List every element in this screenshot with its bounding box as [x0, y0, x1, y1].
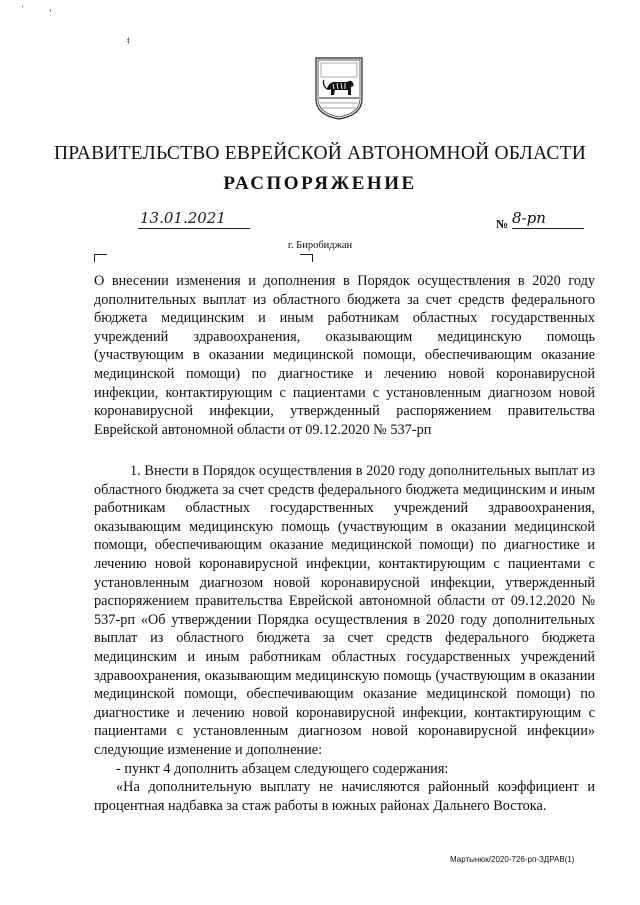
scan-mark: ʼ: [49, 8, 52, 17]
number-label: №: [496, 217, 509, 231]
scan-mark: ǂ: [127, 36, 130, 47]
file-reference: Мартынюк/2020-726-рп-ЗДРАВ(1): [450, 855, 575, 864]
corner-bracket-right: [300, 254, 313, 262]
document-body: [94, 462, 595, 815]
corner-bracket-left: [94, 254, 107, 262]
scan-mark: ': [22, 4, 24, 13]
government-title: ПРАВИТЕЛЬСТВО ЕВРЕЙСКОЙ АВТОНОМНОЙ ОБЛАСТИ: [53, 143, 587, 164]
document-type: РАСПОРЯЖЕНИЕ: [223, 173, 417, 194]
body-paragraph: 1. Внести в Порядок осуществления в 2020 году дополнительных выплат из областного бюджета за счет средств федерального бюджета медицинским и иным работникам областных государственных учреждений здравоохранения, оказывающим медицинскую помощь (участвующим в оказании медицинской помощи, обеспечивающим оказание медицинской помощи) по диагностике и лечению новой коронавирусной инфекции, контактирующим с пациентами с установленным диагнозом новой коронавирусной инфекции, утвержденный распоряжением правительства Еврейской автономной области от 09.12.2020 № 537-рп «Об утверждении Порядка осуществления в 2020 году дополнительных выплат из областного бюджета за счет средств федерального бюджета медицинским и иным работникам областных государственных учреждений здравоохранения, оказывающим медицинскую помощь (участвующим в оказании медицинской помощи, обеспечивающим оказание медицинской помощи) по диагностике и лечению новой коронавирусной инфекции, контактирующим с пациентами с установленным диагнозом новой коронавирусной инфекции» следующие изменение и дополнение:: [94, 463, 595, 758]
body-quote: «На дополнительную выплату не начисляются районный коэффициент и процентная надбавка за стаж работы в южных районах Дальнего Востока.: [94, 779, 595, 814]
tiger-emblem-icon: [313, 55, 365, 121]
document-date: 13.01.2021: [138, 210, 250, 229]
document-subject: О внесении изменения и дополнения в Порядок осуществления в 2020 году дополнительных выплат из областного бюджета за счет средств федерального бюджета медицинским и иным работникам областных государственных учреждений здравоохранения, оказывающим медицинскую помощь (участвующим в оказании медицинской помощи, обеспечивающим оказание медицинской помощи) по диагностике и лечению новой коронавирусной инфекции, контактирующим с пациентами с установленным диагнозом новой коронавирусной инфекции, утвержденный распоряжением правительства Еврейской автономной области от 09.12.2020 № 537-рп: [94, 273, 595, 438]
body-item: - пункт 4 дополнить абзацем следующего содержания:: [116, 760, 449, 777]
document-number: 8-рп: [512, 210, 584, 229]
city-label: г. Биробиджан: [287, 240, 353, 251]
